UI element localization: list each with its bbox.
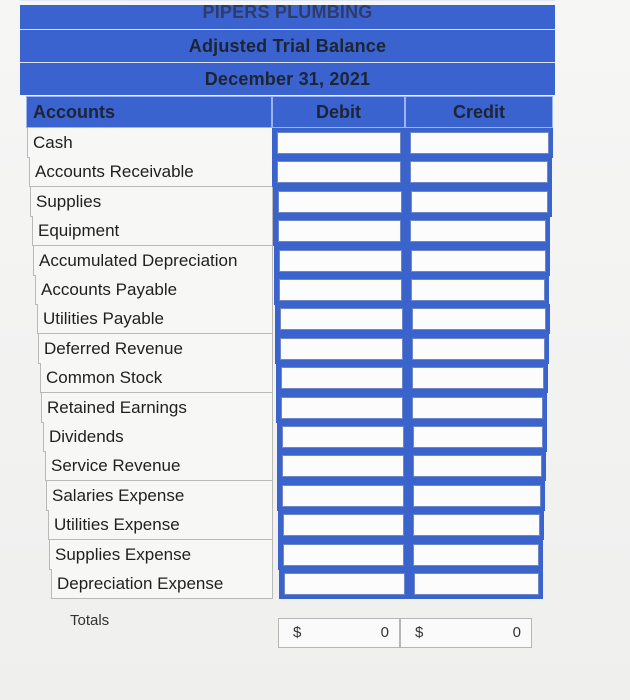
credit-column-header: Credit [405,96,553,128]
credit-input-cell [407,393,547,423]
debit-input-cell [278,510,408,540]
debit-input[interactable] [278,220,401,242]
debit-input[interactable] [283,514,404,536]
credit-input[interactable] [412,338,545,360]
debit-input-cell [272,157,405,187]
debit-input-cell [275,334,407,364]
account-name: Accumulated Depreciation [33,246,273,276]
account-name: Common Stock [40,363,273,393]
account-name: Utilities Expense [48,510,273,540]
credit-input[interactable] [410,132,549,154]
credit-input-cell [406,275,549,305]
credit-input[interactable] [413,455,542,477]
credit-input-cell [406,246,550,276]
credit-input-cell [407,334,549,364]
debit-input-cell [279,569,409,599]
credit-total-cell [400,618,532,648]
accounts-column-header: Accounts [26,96,272,128]
credit-input[interactable] [411,250,546,272]
credit-input-cell [408,510,544,540]
credit-input-cell [409,569,543,599]
debit-input[interactable] [279,279,402,301]
debit-total-currency: $ [293,624,302,641]
credit-input-cell [407,304,550,334]
debit-total-value: 0 [380,624,389,641]
debit-input-cell [276,363,407,393]
debit-input[interactable] [280,308,403,330]
credit-input-cell [405,157,552,187]
account-name: Deferred Revenue [38,334,273,364]
debit-input[interactable] [282,455,404,477]
company-name: PIPERS PLUMBING [20,0,555,29]
credit-input[interactable] [413,485,541,507]
debit-input-cell [275,304,407,334]
account-name: Depreciation Expense [51,569,273,599]
debit-input[interactable] [281,397,403,419]
credit-input[interactable] [410,220,546,242]
credit-input[interactable] [410,161,548,183]
credit-total-value: 0 [512,624,521,641]
debit-input-cell [274,275,406,305]
account-name: Equipment [32,216,273,246]
credit-input[interactable] [411,279,545,301]
credit-input[interactable] [412,308,546,330]
debit-input[interactable] [277,132,401,154]
credit-input[interactable] [412,367,544,389]
credit-input[interactable] [413,426,543,448]
credit-input-cell [408,422,547,452]
debit-input[interactable] [279,250,402,272]
report-title: Adjusted Trial Balance [20,29,555,62]
account-name: Supplies [30,187,273,217]
credit-input[interactable] [413,514,540,536]
debit-input-cell [277,451,408,481]
credit-input[interactable] [412,397,543,419]
debit-input[interactable] [281,367,403,389]
debit-input-cell [277,481,408,511]
account-name: Salaries Expense [46,481,273,511]
credit-input-cell [407,363,548,393]
account-name: Service Revenue [45,451,273,481]
account-name: Retained Earnings [41,393,273,423]
debit-input-cell [272,128,405,158]
debit-input[interactable] [278,191,402,213]
debit-column-header: Debit [272,96,405,128]
debit-input-cell [276,393,407,423]
credit-input-cell [406,187,552,217]
debit-input-cell [273,216,405,246]
debit-input[interactable] [282,485,404,507]
debit-input[interactable] [283,544,404,566]
account-name: Cash [27,128,273,158]
credit-input[interactable] [413,544,539,566]
account-name: Accounts Receivable [29,157,273,187]
debit-input-cell [273,187,406,217]
credit-input-cell [408,540,543,570]
credit-input[interactable] [411,191,548,213]
account-name: Utilities Payable [37,304,273,334]
debit-input[interactable] [282,426,404,448]
debit-input[interactable] [277,161,401,183]
credit-input-cell [405,128,553,158]
credit-input[interactable] [414,573,539,595]
credit-input-cell [405,216,550,246]
credit-input-cell [408,451,546,481]
credit-input-cell [408,481,545,511]
debit-total-cell [278,618,400,648]
account-name: Dividends [43,422,273,452]
totals-label: Totals [70,612,110,629]
credit-total-currency: $ [415,624,424,641]
debit-input[interactable] [284,573,405,595]
debit-input-cell [278,540,408,570]
account-name: Supplies Expense [49,540,273,570]
debit-input-cell [277,422,408,452]
debit-input[interactable] [280,338,403,360]
account-name: Accounts Payable [35,275,273,305]
report-date: December 31, 2021 [20,62,555,96]
debit-input-cell [274,246,406,276]
